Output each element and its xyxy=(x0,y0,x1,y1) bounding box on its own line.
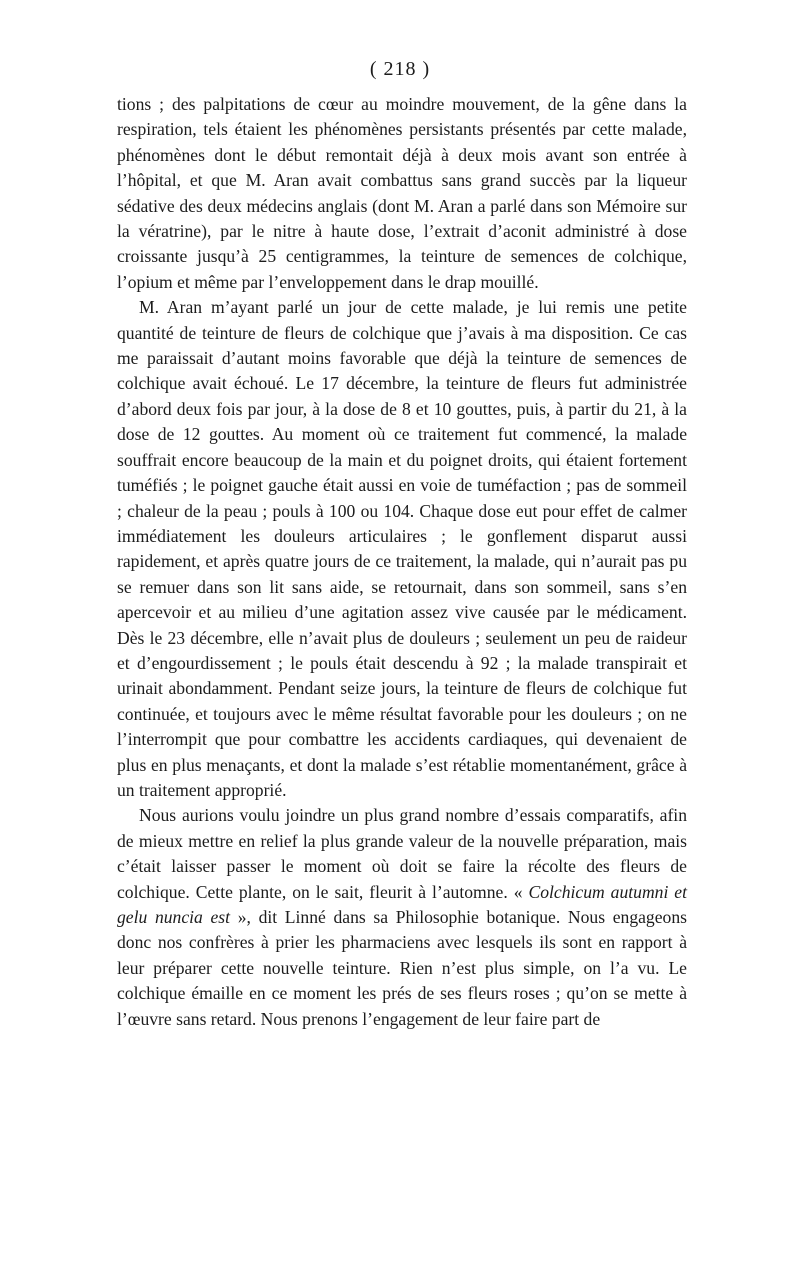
body-text xyxy=(117,92,687,1032)
linnaeus-quote: Colchicum autumni et gelu nuncia est xyxy=(117,881,688,927)
paragraph-2: M. Aran m’ayant parlé un jour de cette malade, je lui remis une petite quantité de teinture de fleurs de colchique que j’avais à ma disposition. Ce cas me paraissait d’autant moins favorable que déjà la teinture de semences de colchique avait échoué. Le 17 décembre, la teinture de fleurs fut administrée d’abord deux fois par jour, à la dose de 8 et 10 gouttes, puis, à partir du 21, à la dose de 12 gouttes. Au moment où ce traitement fut commencé, la malade souffrait encore beaucoup de la main et du poignet droits, qui étaient fortement tuméfiés ; le poignet gauche était aussi en voie de tuméfaction ; pas de sommeil ; chaleur de la peau ; pouls à 100 ou 104. Chaque dose eut pour effet de calmer immédiatement les douleurs articulaires ; le gonflement disparut aussi rapidement, et après quatre jours de ce traitement, la malade, qui n’aurait pas pu se remuer dans son lit sans aide, se retournait, dans son sommeil, sans s’en apercevoir et au milieu d’une agitation assez vive causée par le médicament. Dès le 23 décembre, elle n’avait plus de douleurs ; seulement un peu de raideur et d’engourdissement ; le pouls était descendu à 92 ; la malade transpirait et urinait abondamment. Pendant seize jours, la teinture de fleurs de colchique fut continuée, et toujours avec le même résultat favorable pour les douleurs ; on ne l’interrompit que pour combattre les accidents cardiaques, qui devenaient de plus en plus menaçants, et dont la malade s’est rétablie momentanément, grâce à un traitement approprié. xyxy=(117,297,687,800)
paragraph-3 xyxy=(117,803,687,1032)
page-number: ( 218 ) xyxy=(369,58,431,80)
paragraph-3-text-start: Nous aurions voulu joindre un plus grand nombre d’essais comparatifs, afin de mieux mettre en relief la plus grande valeur de la nouvelle préparation, mais c’était laisser passer le moment où doit se faire la récolte des fleurs de colchique. Cette plante, on le sait, fleurit à l’automne. « xyxy=(117,805,687,902)
paragraph-3-text-end: », dit Linné dans sa Philosophie botanique. Nous engageons donc nos confrères à prier les pharmaciens avec lesquels ils sont en rapport à leur préparer cette nouvelle teinture. Rien n’est plus simple, on l’a vu. Le colchique émaille en ce moment les prés de ses fleurs roses ; qu’on se mette à l’œuvre sans retard. Nous prenons l’engagement de leur faire part de xyxy=(117,907,687,1029)
paragraph-1: tions ; des palpitations de cœur au moindre mouvement, de la gêne dans la respiration, tels étaient les phénomènes persistants présentés par cette malade, phénomènes dont le début remontait déjà à deux mois avant son entrée à l’hôpital, et que M. Aran avait combattus sans grand succès par la liqueur sédative des deux médecins anglais (dont M. Aran a parlé dans son Mémoire sur la vératrine), par le nitre à haute dose, l’extrait d’aconit administré à dose croissante jusqu’à 25 centigrammes, la teinture de semences de colchique, l’opium et même par l’enveloppement dans le drap mouillé. xyxy=(117,94,687,292)
